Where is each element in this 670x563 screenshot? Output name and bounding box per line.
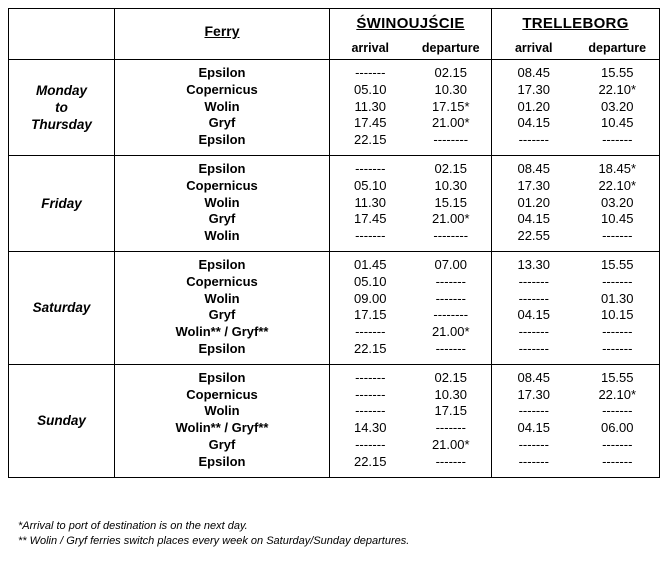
departure-time: 21.00*: [431, 324, 470, 340]
time-row: [330, 437, 491, 454]
departure-time: 01.30: [600, 290, 634, 306]
time-row: [492, 454, 659, 471]
time-row: [492, 132, 659, 149]
time-row: [330, 403, 491, 420]
arrival-time: 22.15: [353, 132, 387, 148]
time-row: [330, 257, 491, 274]
time-row: [492, 82, 659, 99]
ferry-name: Epsilon: [198, 256, 246, 272]
departure-time: 10.30: [434, 177, 468, 193]
departure-time: 15.55: [600, 369, 634, 385]
day-label: Monday: [35, 82, 87, 98]
ferry-names-cell: [115, 364, 330, 477]
ferry-name: Wolin: [204, 194, 240, 210]
time-row: [330, 341, 491, 358]
arrival-time: 17.45: [353, 211, 387, 227]
port-trelleborg-times: [492, 251, 660, 364]
departure-time: 02.15: [434, 160, 468, 176]
day-cell: [9, 364, 115, 477]
port-swinoujscie-label: ŚWINOUJŚCIE: [356, 15, 465, 32]
arrival-time: -------: [355, 324, 386, 340]
arrival-time: 11.30: [354, 98, 387, 114]
port-trelleborg-header: [492, 9, 660, 60]
arrival-label: arrival: [351, 41, 390, 55]
arrival-time: 14.30: [353, 420, 387, 436]
departure-time: -------: [602, 132, 633, 148]
time-row: [492, 307, 659, 324]
departure-time: -------: [435, 273, 466, 289]
arrival-time: 05.10: [353, 177, 387, 193]
arrival-time: 05.10: [353, 273, 387, 289]
day-label: Saturday: [32, 300, 91, 316]
arrival-time: 04.15: [517, 307, 551, 323]
ferry-name: Copernicus: [186, 177, 258, 193]
ferry-name: Wolin: [204, 228, 240, 244]
schedule-day-group: [9, 251, 660, 364]
departure-time: 21.00*: [431, 115, 470, 131]
time-list: [492, 60, 659, 155]
ferry-name: Wolin** / Gryf**: [175, 420, 269, 436]
time-row: [330, 387, 491, 404]
time-row: [492, 387, 659, 404]
port-trelleborg-times: [492, 60, 660, 156]
ferry-list: [115, 365, 329, 477]
departure-time: 21.00*: [431, 436, 470, 452]
time-row: [330, 99, 491, 116]
day-cell: [9, 251, 115, 364]
schedule-day-group: [9, 60, 660, 156]
departure-time: 10.15: [600, 307, 634, 323]
departure-time: 10.45: [600, 211, 634, 227]
departure-time: --------: [433, 307, 469, 323]
arrival-time: 01.45: [353, 256, 387, 272]
time-row: [330, 307, 491, 324]
arrival-label: arrival: [514, 41, 553, 55]
arrival-time: 08.45: [517, 369, 551, 385]
departure-label: departure: [588, 41, 647, 55]
time-row: [330, 132, 491, 149]
time-row: [492, 370, 659, 387]
departure-time: -------: [602, 273, 633, 289]
ferry-name: Copernicus: [186, 273, 258, 289]
time-row: [492, 211, 659, 228]
ferry-list: [115, 252, 329, 364]
departure-time: 03.20: [600, 98, 634, 114]
arrival-time: 22.15: [353, 453, 387, 469]
ferry-header-label: Ferry: [204, 23, 240, 39]
footnote: *Arrival to port of destination is on the next day.: [18, 520, 248, 532]
departure-time: 17.15: [434, 403, 468, 419]
departure-time: 22.10*: [598, 386, 637, 402]
arrival-time: 22.55: [517, 228, 551, 244]
ferry-name: Wolin** / Gryf**: [175, 324, 269, 340]
time-row: [330, 211, 491, 228]
ferry-name: Epsilon: [198, 132, 246, 148]
arrival-time: 01.20: [517, 98, 551, 114]
departure-time: 15.15: [434, 194, 468, 210]
departure-time: --------: [433, 132, 469, 148]
footnotes: [18, 519, 409, 549]
time-row: [492, 291, 659, 308]
arrival-time: 17.30: [517, 386, 551, 402]
time-row: [330, 324, 491, 341]
departure-time: 03.20: [600, 194, 634, 210]
departure-time: 22.10*: [598, 177, 637, 193]
arrival-time: -------: [355, 403, 386, 419]
departure-time: 06.00: [600, 420, 634, 436]
ferry-names-cell: [115, 251, 330, 364]
time-row: [330, 178, 491, 195]
ferry-name: Epsilon: [198, 453, 246, 469]
time-list: [330, 252, 491, 364]
port-trelleborg-label: TRELLEBORG: [522, 15, 629, 32]
port-trelleborg-times: [492, 155, 660, 251]
arrival-time: 04.15: [517, 211, 551, 227]
arrival-time: -------: [518, 403, 549, 419]
port-swinoujscie-times: [330, 364, 492, 477]
ferry-timetable: [8, 8, 660, 478]
schedule-day-group: [9, 364, 660, 477]
departure-time: -------: [435, 453, 466, 469]
ferry-name: Wolin: [204, 290, 240, 306]
arrival-time: -------: [355, 386, 386, 402]
departure-time: -------: [435, 420, 466, 436]
departure-time: 10.30: [434, 81, 468, 97]
arrival-time: -------: [518, 324, 549, 340]
departure-time: 10.30: [434, 386, 468, 402]
departure-time: 21.00*: [431, 211, 470, 227]
time-row: [492, 99, 659, 116]
departure-time: 15.55: [600, 65, 634, 80]
departure-time: 10.45: [600, 115, 634, 131]
time-row: [492, 161, 659, 178]
time-row: [330, 274, 491, 291]
ferry-name: Epsilon: [198, 65, 246, 80]
departure-time: -------: [435, 340, 466, 356]
arrival-time: -------: [518, 436, 549, 452]
time-row: [330, 454, 491, 471]
arrival-time: 17.45: [353, 115, 387, 131]
day-label: Thursday: [31, 116, 92, 132]
departure-time: 02.15: [434, 369, 468, 385]
departure-time: --------: [433, 228, 469, 244]
arrival-time: -------: [355, 65, 386, 80]
time-row: [492, 420, 659, 437]
arrival-time: 17.15: [353, 307, 387, 323]
time-row: [492, 403, 659, 420]
corner-cell: [9, 9, 115, 60]
footnote: ** Wolin / Gryf ferries switch places every week on Saturday/Sunday departures.: [18, 535, 410, 547]
ferry-name: Gryf: [208, 307, 236, 323]
time-row: [492, 195, 659, 212]
ferry-name: Epsilon: [198, 369, 246, 385]
time-row: [330, 370, 491, 387]
port-swinoujscie-times: [330, 251, 492, 364]
arrival-time: 22.15: [353, 340, 387, 356]
departure-label: departure: [421, 41, 480, 55]
arrival-time: 08.45: [517, 160, 551, 176]
arrival-time: 01.20: [517, 194, 551, 210]
time-row: [330, 115, 491, 132]
departure-time: -------: [602, 403, 633, 419]
time-list: [330, 60, 491, 155]
ferry-name: Wolin: [204, 403, 240, 419]
ferry-names-cell: [115, 155, 330, 251]
day-label: Sunday: [37, 413, 86, 429]
time-list: [492, 365, 659, 477]
arrival-time: 04.15: [517, 420, 551, 436]
departure-time: 17.15*: [431, 98, 470, 114]
time-row: [492, 228, 659, 245]
ferry-name: Gryf: [208, 115, 236, 131]
arrival-time: 17.30: [517, 177, 551, 193]
time-row: [330, 82, 491, 99]
schedule-day-group: [9, 155, 660, 251]
arrival-time: -------: [355, 160, 386, 176]
arrival-time: -------: [518, 132, 549, 148]
departure-time: 18.45*: [598, 160, 637, 176]
day-cell: [9, 155, 115, 251]
departure-time: -------: [602, 228, 633, 244]
time-row: [492, 341, 659, 358]
ferry-name: Copernicus: [186, 386, 258, 402]
ferry-name: Wolin: [204, 98, 240, 114]
time-list: [492, 156, 659, 251]
time-list: [330, 365, 491, 477]
port-swinoujscie-times: [330, 60, 492, 156]
departure-time: 02.15: [434, 65, 468, 80]
departure-time: 15.55: [600, 256, 634, 272]
ferry-name: Epsilon: [198, 160, 246, 176]
time-row: [492, 65, 659, 82]
day-cell: [9, 60, 115, 156]
time-row: [330, 228, 491, 245]
header-row: [9, 9, 660, 60]
ferry-name: Gryf: [208, 436, 236, 452]
arrival-time: 05.10: [353, 81, 387, 97]
port-swinoujscie-header: [330, 9, 492, 60]
time-row: [330, 291, 491, 308]
time-row: [492, 274, 659, 291]
ferry-name: Copernicus: [186, 81, 258, 97]
arrival-time: 17.30: [517, 81, 551, 97]
departure-time: -------: [435, 290, 466, 306]
departure-time: -------: [602, 340, 633, 356]
time-row: [492, 257, 659, 274]
arrival-time: -------: [355, 369, 386, 385]
port-swinoujscie-times: [330, 155, 492, 251]
arrival-time: -------: [518, 453, 549, 469]
ferry-name: Gryf: [208, 211, 236, 227]
ferry-column-header: [115, 9, 330, 60]
time-list: [492, 252, 659, 364]
arrival-time: -------: [355, 436, 386, 452]
time-list: [330, 156, 491, 251]
departure-time: -------: [602, 436, 633, 452]
arrival-time: 08.45: [517, 65, 551, 80]
departure-time: 22.10*: [598, 81, 637, 97]
arrival-time: -------: [518, 290, 549, 306]
arrival-time: 11.30: [354, 194, 387, 210]
time-row: [492, 178, 659, 195]
arrival-time: -------: [518, 340, 549, 356]
day-label: Friday: [41, 195, 82, 211]
ferry-name: Epsilon: [198, 340, 246, 356]
departure-time: -------: [602, 324, 633, 340]
ferry-list: [115, 60, 329, 155]
time-row: [330, 161, 491, 178]
time-row: [330, 420, 491, 437]
arrival-time: 13.30: [517, 256, 551, 272]
ferry-list: [115, 156, 329, 251]
arrival-time: -------: [518, 273, 549, 289]
time-row: [330, 195, 491, 212]
time-row: [492, 115, 659, 132]
departure-time: -------: [602, 453, 633, 469]
day-label: to: [55, 99, 68, 115]
time-row: [330, 65, 491, 82]
arrival-time: 09.00: [353, 290, 387, 306]
arrival-time: 04.15: [517, 115, 551, 131]
departure-time: 07.00: [434, 256, 468, 272]
port-trelleborg-times: [492, 364, 660, 477]
time-row: [492, 437, 659, 454]
ferry-names-cell: [115, 60, 330, 156]
arrival-time: -------: [355, 228, 386, 244]
time-row: [492, 324, 659, 341]
